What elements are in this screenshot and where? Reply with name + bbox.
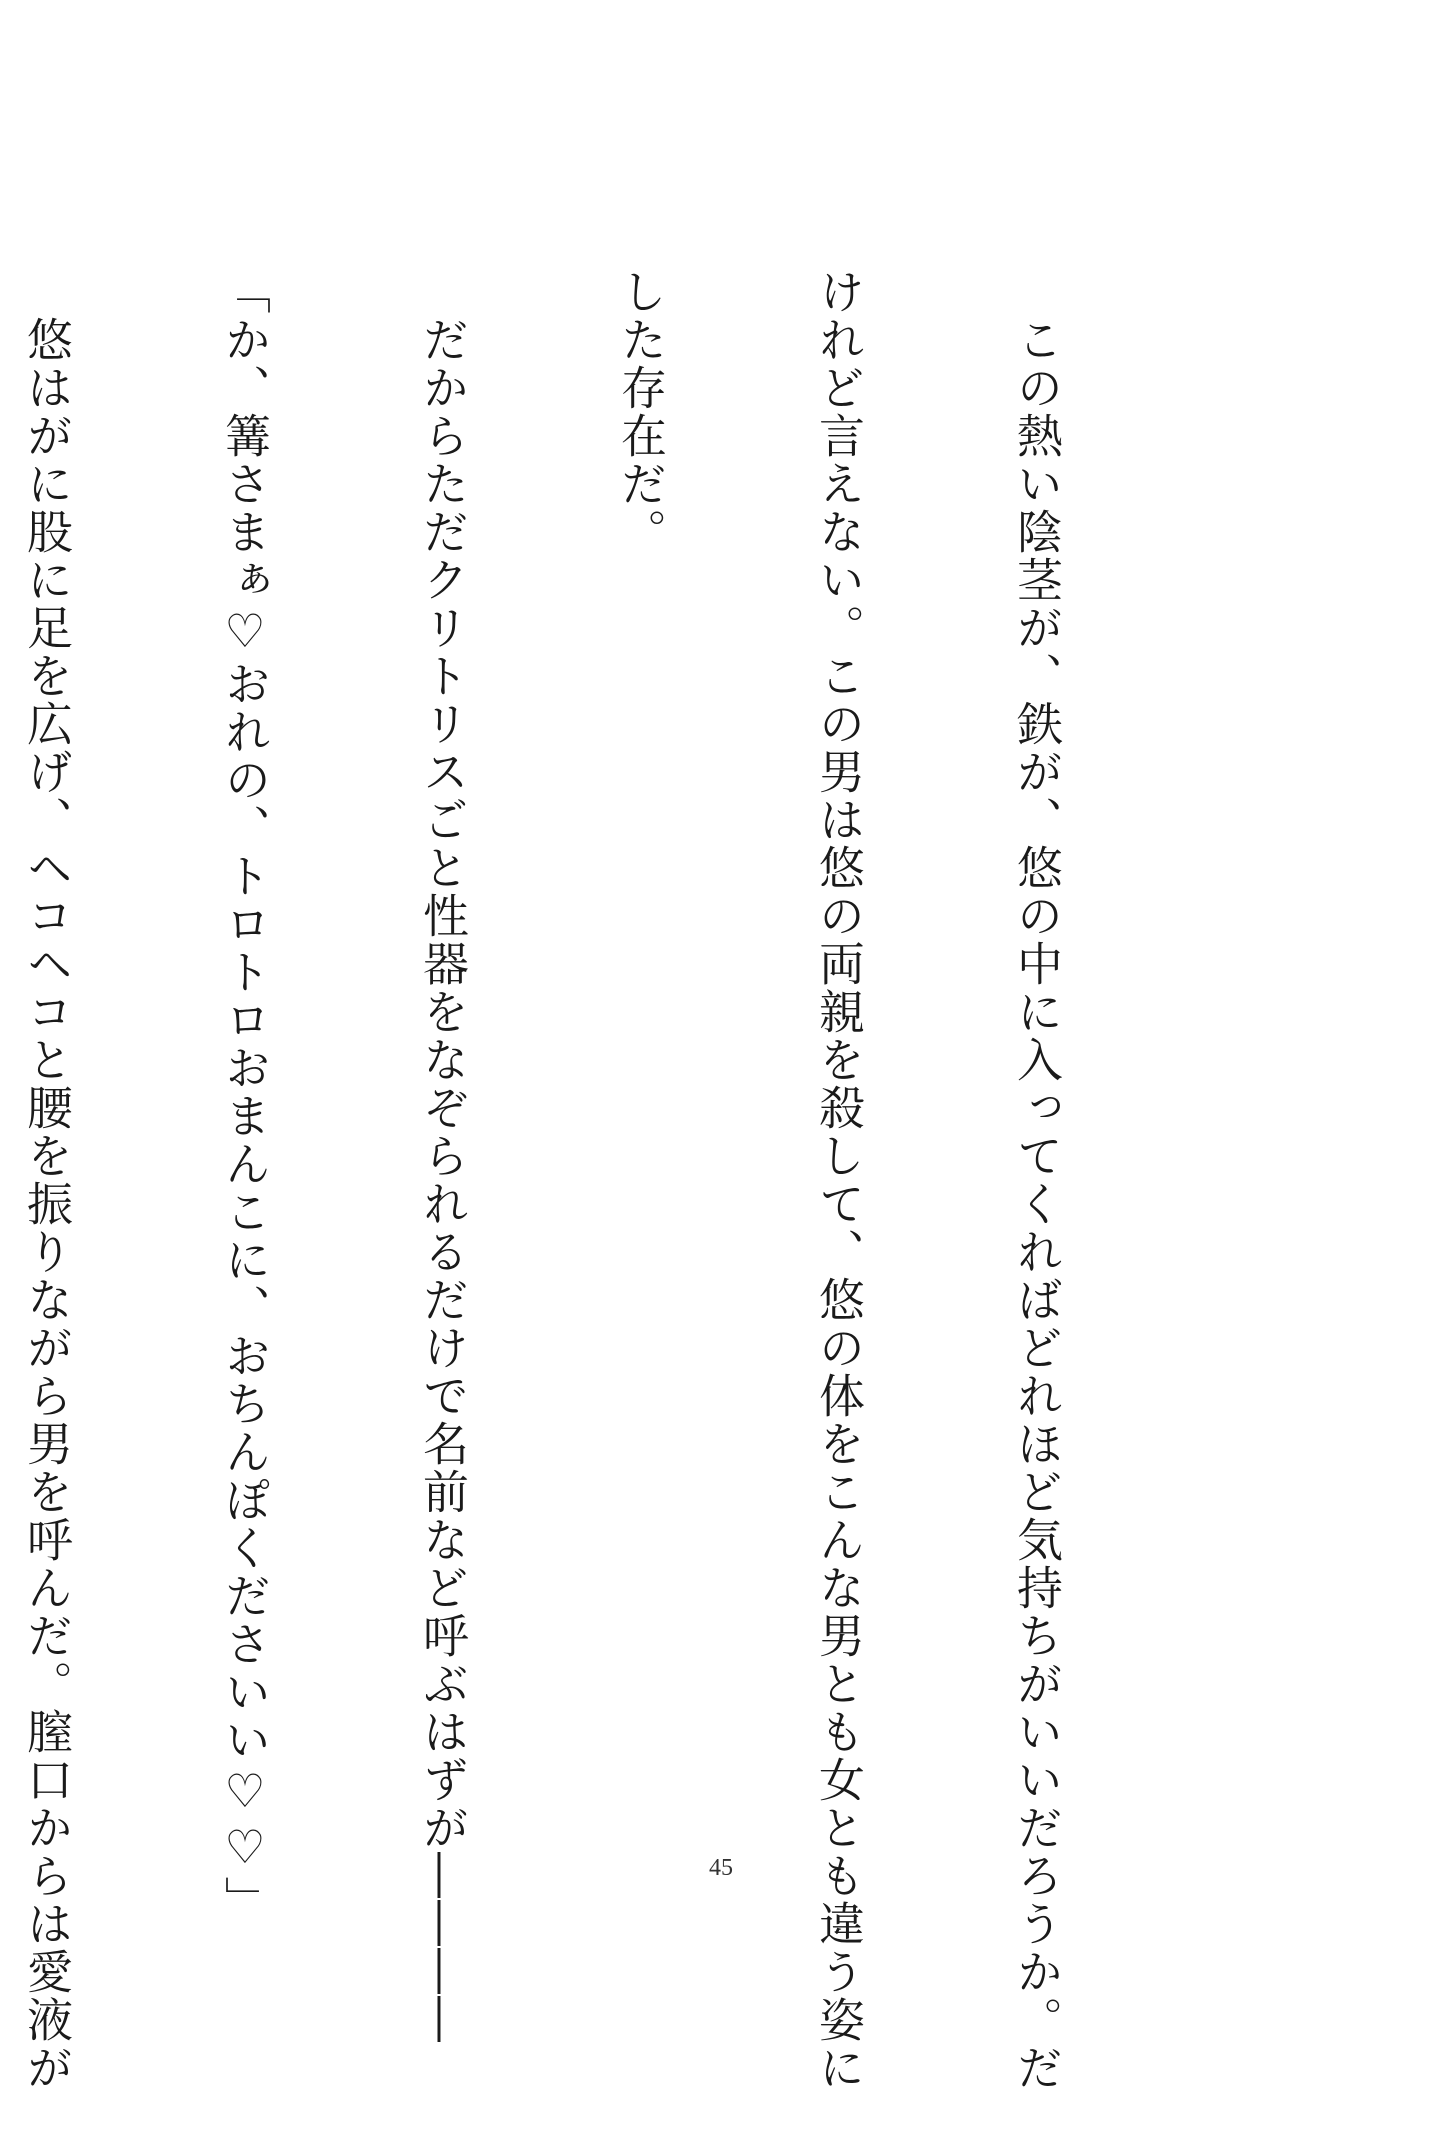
text-line: 悠はがに股に足を広げ、ヘコヘコと腰を振りながら男を呼んだ。膣口からは愛液が	[20, 268, 74, 2092]
text-line: した存在だ。	[614, 268, 668, 556]
text-line: 「か、篝さまぁ♡おれの、トロトロおまんこに、おちんぽくださいい♡♡」	[218, 268, 272, 1924]
text-line: けれど言えない。この男は悠の両親を殺して、悠の体をこんな男とも女とも違う姿に	[812, 268, 866, 2092]
page-number: 45	[709, 1855, 733, 1881]
text-line: この熱い陰茎が、鉄が、悠の中に入ってくればどれほど気持ちがいいだろうか。だ	[1010, 268, 1064, 2092]
text-line: だからただクリトリスごと性器をなぞられるだけで名前など呼ぶはずが――――	[416, 268, 470, 2044]
